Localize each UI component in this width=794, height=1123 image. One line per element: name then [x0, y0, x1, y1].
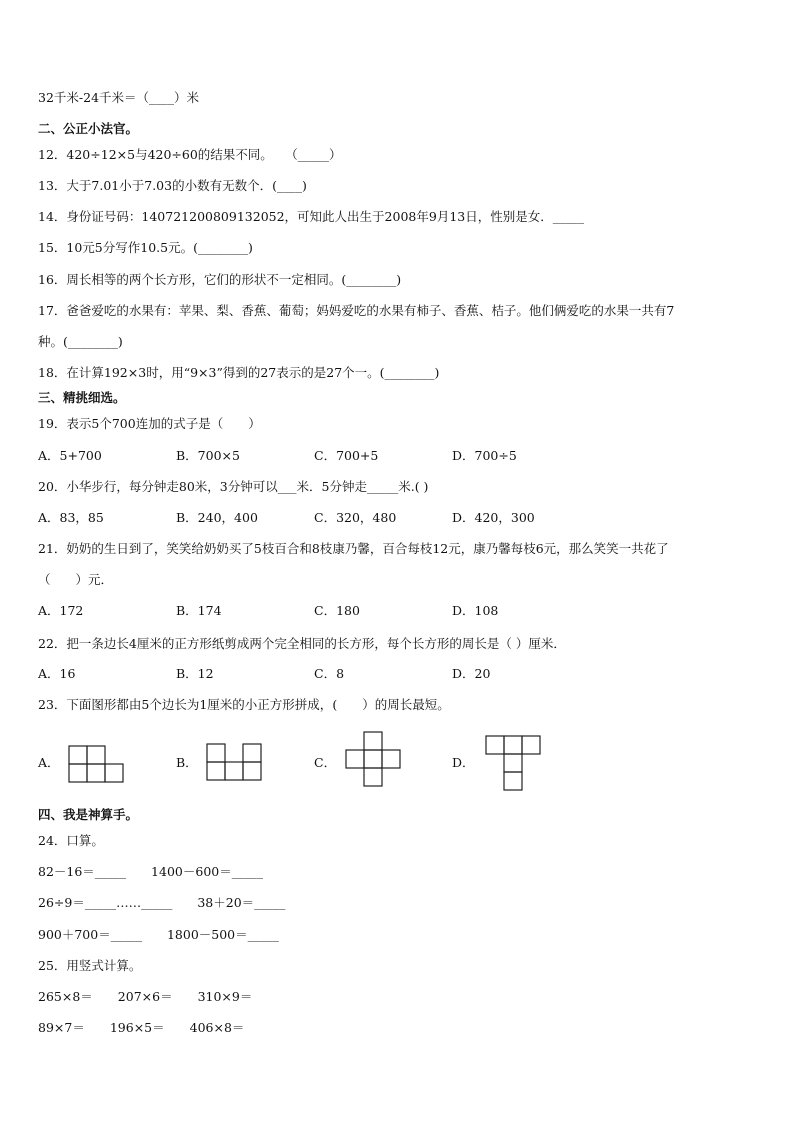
question-24: 24．口算。 — [38, 833, 104, 848]
q23-option-b: B． — [176, 755, 198, 770]
q21-option-b: B．174 — [176, 603, 222, 618]
q20-option-c: C．320，480 — [314, 510, 397, 525]
q23-shape-a — [68, 745, 126, 785]
q19-option-a: A．5+700 — [38, 448, 102, 463]
question-19: 19．表示5个700连加的式子是（ ） — [38, 416, 261, 431]
mental-math-row-2: 26÷9＝_____……_____ 38＋20＝_____ — [38, 895, 286, 910]
mental-math-row-3: 900＋700＝_____ 1800－500＝_____ — [38, 927, 279, 942]
vertical-calc-row-2: 89×7＝ 196×5＝ 406×8＝ — [38, 1020, 245, 1035]
section-4-heading: 四、我是神算手。 — [38, 807, 139, 822]
question-14: 14．身份证号码：140721200809132052，可知此人出生于2008年9月13日，性别是女．_____ — [38, 209, 584, 224]
q21-option-d: D．108 — [452, 603, 499, 618]
question-21-line1: 21．奶奶的生日到了，笑笑给奶奶买了5枝百合和8枝康乃馨，百合每枝12元，康乃馨每枝6元，那么笑笑一共花了 — [38, 541, 669, 556]
vertical-calc-row-1: 265×8＝ 207×6＝ 310×9＝ — [38, 989, 253, 1004]
q20-option-a: A．83，85 — [38, 510, 104, 525]
q23-option-c: C． — [314, 755, 337, 770]
q20-option-b: B．240，400 — [176, 510, 258, 525]
question-22: 22．把一条边长4厘米的正方形纸剪成两个完全相同的长方形，每个长方形的周长是（ ）厘米． — [38, 636, 566, 651]
question-21-line2: （ ）元． — [38, 572, 114, 587]
mental-math-row-1: 82－16＝_____ 1400－600＝_____ — [38, 864, 263, 879]
q22-option-d: D．20 — [452, 666, 491, 681]
question-17-line2: 种。(________) — [38, 334, 123, 349]
q19-option-d: D．700÷5 — [452, 448, 517, 463]
q21-option-a: A．172 — [38, 603, 84, 618]
question-17-line1: 17．爸爸爱吃的水果有：苹果、梨、香蕉、葡萄；妈妈爱吃的水果有柿子、香蕉、桔子。他们俩爱吃的水果一共有7 — [38, 303, 675, 318]
question-20: 20．小华步行，每分钟走80米，3分钟可以___米．5分钟走_____米.( ) — [38, 479, 429, 494]
question-23: 23．下面图形都由5个边长为1厘米的小正方形拼成，( ）的周长最短。 — [38, 697, 450, 712]
q23-shape-d — [485, 735, 543, 795]
q21-option-c: C．180 — [314, 603, 360, 618]
q20-option-d: D．420，300 — [452, 510, 535, 525]
question-11-tail: 32千米-24千米＝（____）米 — [38, 90, 200, 105]
q22-option-c: C．8 — [314, 666, 345, 681]
question-16: 16．周长相等的两个长方形，它们的形状不一定相同。(________) — [38, 272, 402, 287]
q23-shape-b — [206, 743, 264, 783]
question-25: 25．用竖式计算。 — [38, 958, 142, 973]
q23-shape-c — [345, 731, 403, 791]
section-2-heading: 二、公正小法官。 — [38, 121, 139, 136]
q19-option-c: C．700+5 — [314, 448, 379, 463]
q19-option-b: B．700×5 — [176, 448, 240, 463]
q22-option-a: A．16 — [38, 666, 76, 681]
question-13: 13．大于7.01小于7.03的小数有无数个．(____) — [38, 178, 307, 193]
section-3-heading: 三、精挑细选。 — [38, 390, 126, 405]
q23-option-d: D． — [452, 755, 475, 770]
q23-option-a: A． — [38, 755, 60, 770]
question-12: 12．420÷12×5与420÷60的结果不同。 （_____） — [38, 147, 342, 162]
question-15: 15．10元5分写作10.5元。(________) — [38, 240, 253, 255]
question-18: 18．在计算192×3时，用“9×3”得到的27表示的是27个一。(________) — [38, 365, 440, 380]
q22-option-b: B．12 — [176, 666, 214, 681]
